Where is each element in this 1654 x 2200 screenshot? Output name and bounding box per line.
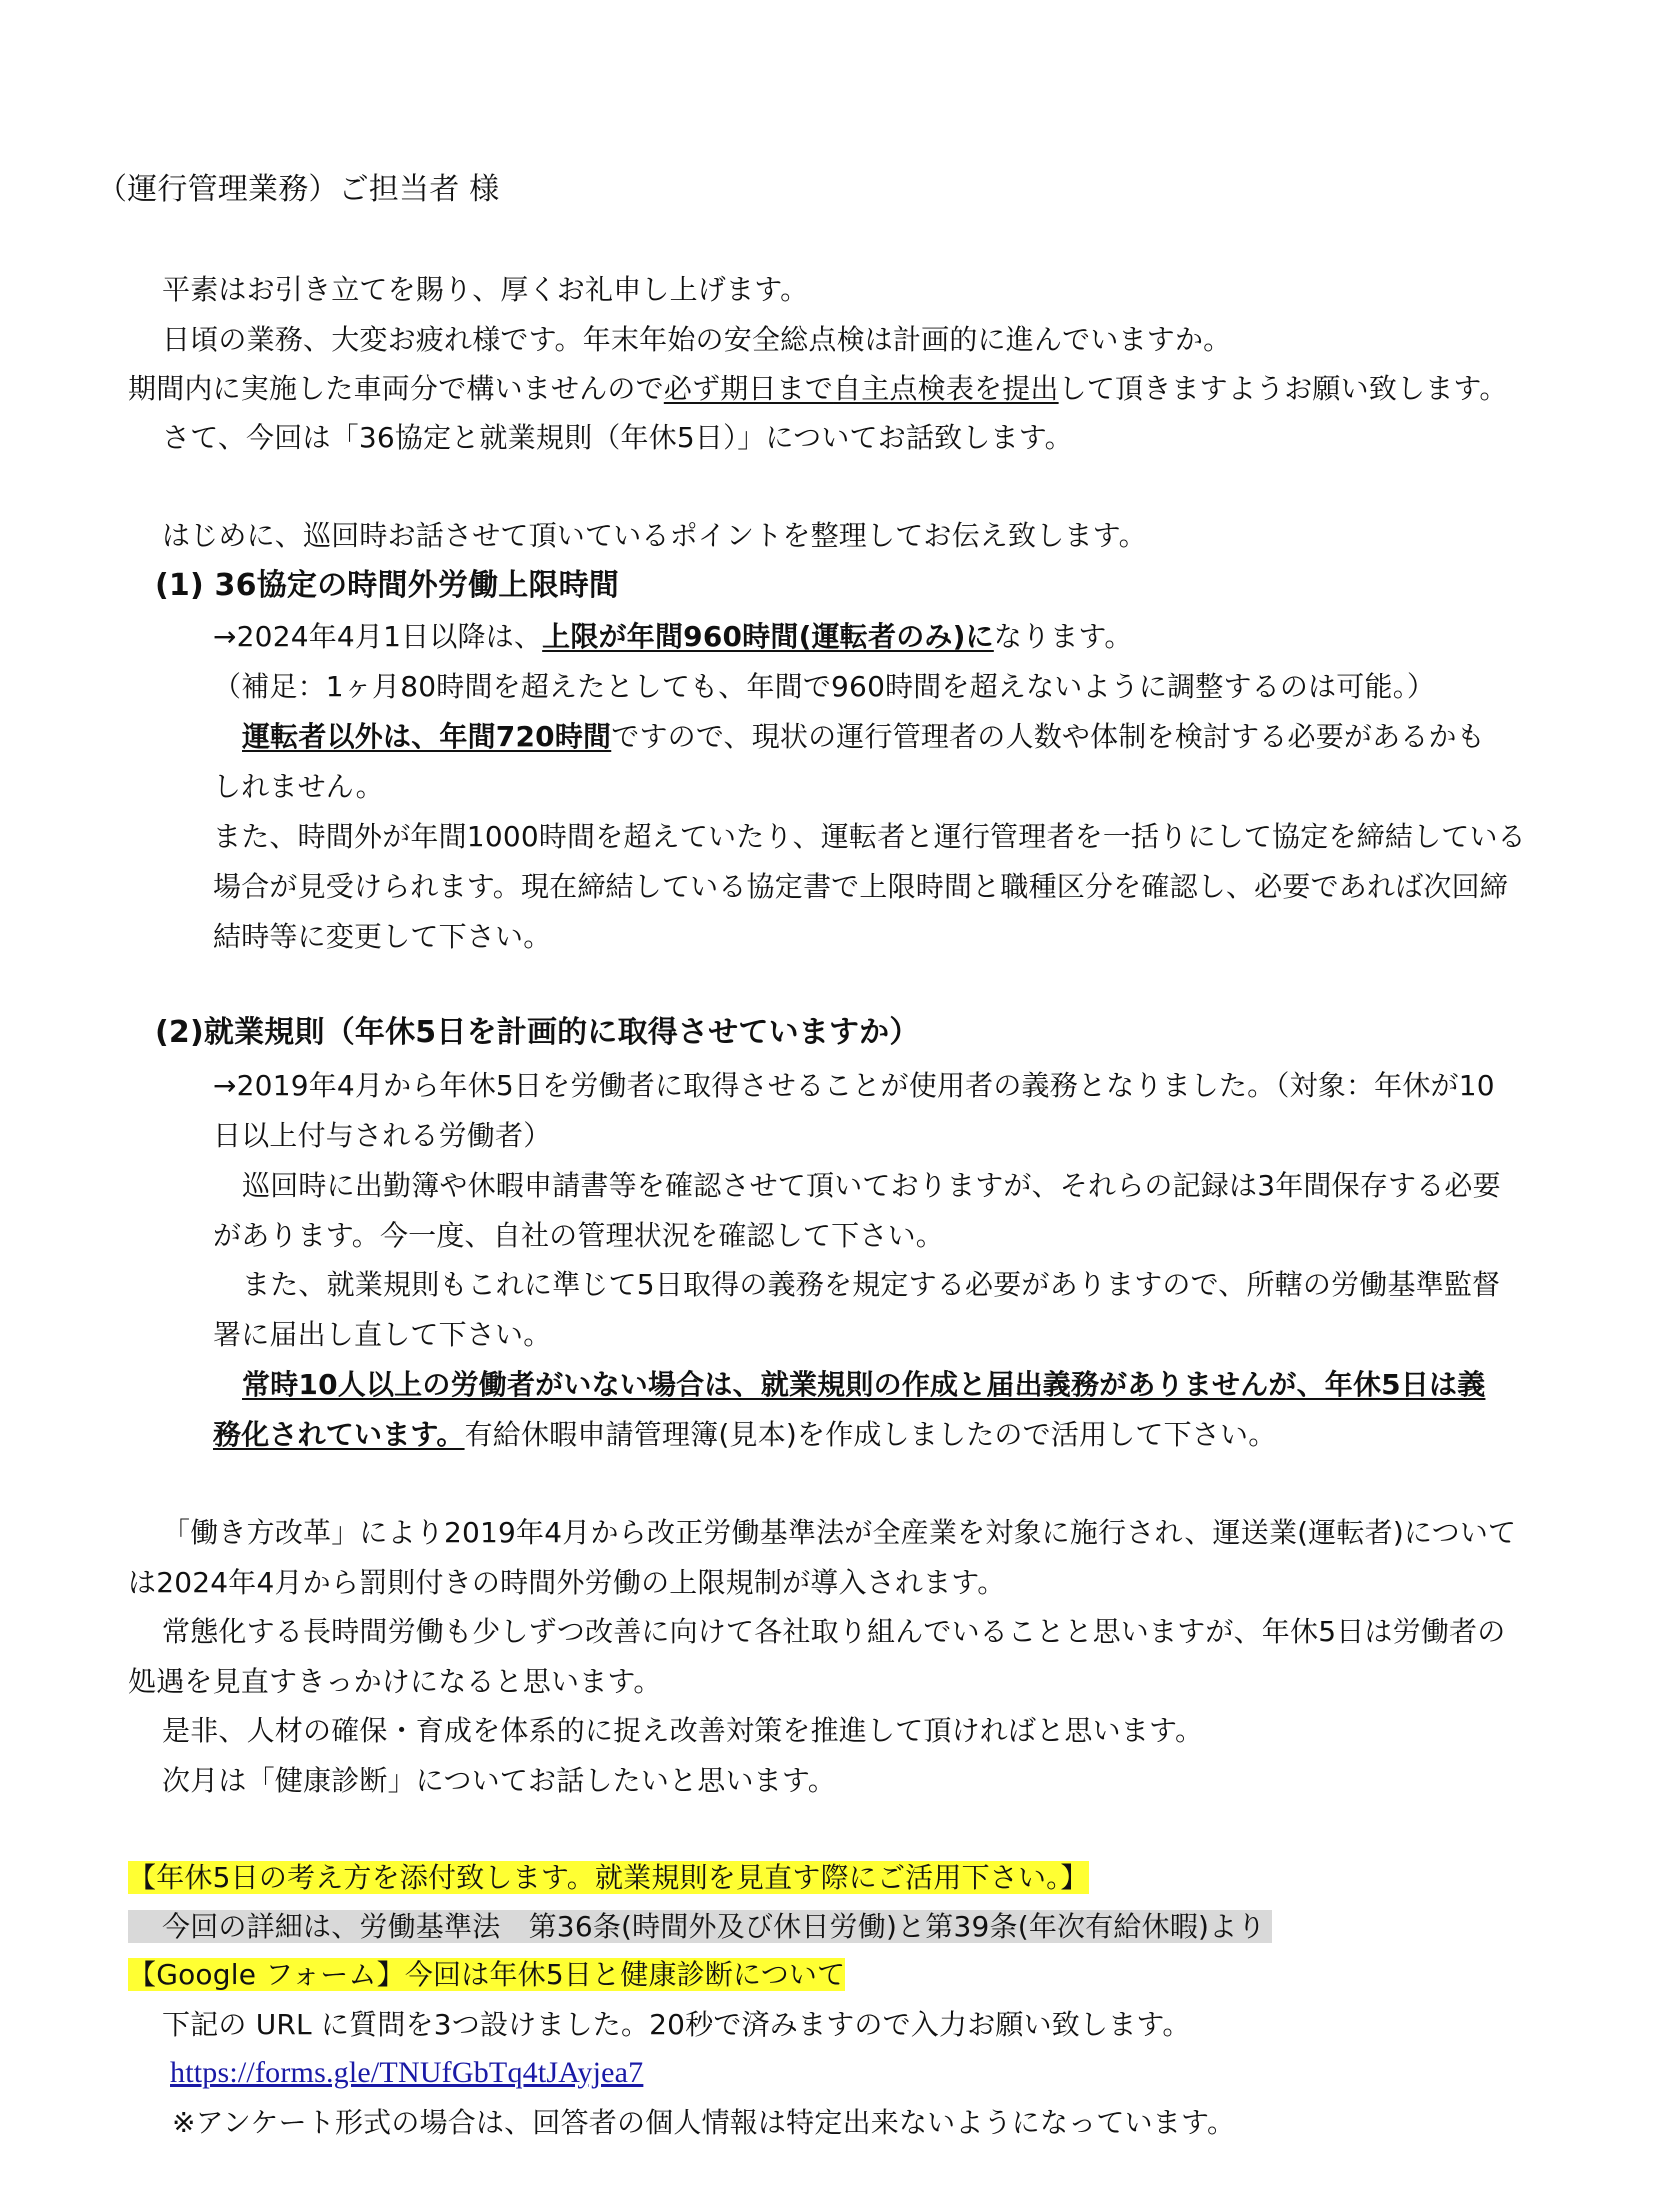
section2-line-1: →2019年4月から年休5日を労働者に取得させることが使用者の義務となりました。（対象：年休が10 [213, 1069, 1495, 1102]
intro-line-1: 平素はお引き立てを賜り、厚くお礼申し上げます。 [162, 273, 809, 306]
section1-line-3-tail: ですので、現状の運行管理者の人数や体制を検討する必要があるかも [611, 720, 1485, 753]
section2-line-5: また、就業規則もこれに準じて5日取得の義務を規定する必要がありますので、所轄の労働基準監督 [242, 1268, 1501, 1301]
detail-note [128, 1907, 1272, 1947]
section1-line-3 [242, 717, 1485, 757]
attach-note-highlight: 【年休5日の考え方を添付致します。就業規則を見直す際にご活用下さい。】 [128, 1861, 1089, 1894]
section1-line-5: また、時間外が年間1000時間を超えていたり、運転者と運行管理者を一括りにして協定を締結している [213, 820, 1526, 853]
section2-line-4: があります。今一度、自社の管理状況を確認して下さい。 [213, 1219, 944, 1252]
section1-line-1-text: →2024年4月1日以降は、 [213, 620, 543, 653]
intro-line-3-text: 期間内に実施した車両分で構いませんので [128, 372, 664, 405]
attach-note [128, 1858, 1089, 1898]
points-intro: はじめに、巡回時お話させて頂いているポイントを整理してお伝え致します。 [162, 519, 1147, 552]
intro-line-4: さて、今回は「36協定と就業規則（年休5日）」についてお話致します。 [162, 421, 1073, 454]
section1-heading: (1) 36協定の時間外労働上限時間 [155, 568, 620, 603]
closing-line-5: 是非、人材の確保・育成を体系的に捉え改善対策を推進して頂ければと思います。 [162, 1714, 1204, 1747]
section2-mandatory-underlined: 務化されています。 [213, 1418, 465, 1451]
privacy-note: ※アンケート形式の場合は、回答者の個人情報は特定出来ないようになっています。 [172, 2106, 1236, 2139]
section1-line-6: 場合が見受けられます。現在締結している協定書で上限時間と職種区分を確認し、必要であれば次回締 [213, 870, 1508, 903]
closing-line-6: 次月は「健康診断」についてお話したいと思います。 [162, 1764, 837, 1797]
section2-line-7: 常時10人以上の労働者がいない場合は、就業規則の作成と届出義務がありませんが、年休5日は義 [242, 1368, 1486, 1401]
form-heading-highlight: 【Google フォーム】今回は年休5日と健康診断について [128, 1958, 846, 1991]
closing-line-4: 処遇を見直すきっかけになると思います。 [128, 1665, 662, 1698]
section1-line-7: 結時等に変更して下さい。 [213, 920, 552, 953]
closing-line-2: は2024年4月から罰則付きの時間外労働の上限規制が導入されます。 [128, 1566, 1006, 1599]
form-text: 下記の URL に質問を3つ設けました。20秒で済みますので入力お願い致します。 [162, 2008, 1191, 2041]
section1-limit-underlined: 上限が年間960時間(運転者のみ)に [542, 620, 994, 653]
section2-heading: (2)就業規則（年休5日を計画的に取得させていますか） [155, 1015, 920, 1050]
intro-line-3-tail: して頂きますようお願い致します。 [1058, 372, 1508, 405]
section1-line-1-tail: なります。 [993, 620, 1133, 653]
section1-nondriver-underlined: 運転者以外は、年間720時間 [242, 720, 612, 753]
section2-line-6: 署に届出し直して下さい。 [213, 1318, 552, 1351]
form-heading [128, 1955, 845, 1995]
intro-line-3 [128, 369, 1508, 409]
submit-underlined: 自主点検表を提出 [833, 372, 1059, 405]
section2-line-8-tail: 有給休暇申請管理簿(見本)を作成しましたので活用して下さい。 [464, 1418, 1277, 1451]
section2-line-2: 日以上付与される労働者） [213, 1119, 552, 1152]
form-url-row [170, 2053, 643, 2093]
intro-line-2: 日頃の業務、大変お疲れ様です。年末年始の安全総点検は計画的に進んでいますか。 [162, 323, 1232, 356]
salutation: （運行管理業務）ご担当者 様 [97, 172, 500, 207]
section2-line-8 [213, 1415, 1276, 1455]
section1-line-4: しれません。 [213, 770, 384, 803]
deadline-underlined: 必ず期日まで [663, 372, 834, 405]
section1-line-1 [213, 617, 1133, 657]
section1-line-2: （補足：1ヶ月80時間を超えたとしても、年間で960時間を超えないように調整するのは可能。） [213, 670, 1436, 703]
form-url-link[interactable]: https://forms.gle/TNUfGbTq4tJAyjea7 [170, 2056, 644, 2089]
closing-line-1: 「働き方改革」により2019年4月から改正労働基準法が全産業を対象に施行され、運送業(運転者)について [162, 1516, 1517, 1549]
closing-line-3: 常態化する長時間労働も少しずつ改善に向けて各社取り組んでいることと思いますが、年休5日は労働者の [162, 1615, 1506, 1648]
detail-note-highlight: 今回の詳細は、労働基準法 第36条(時間外及び休日労働)と第39条(年次有給休暇)より [128, 1910, 1272, 1943]
section2-line-3: 巡回時に出勤簿や休暇申請書等を確認させて頂いておりますが、それらの記録は3年間保存する必要 [242, 1169, 1501, 1202]
